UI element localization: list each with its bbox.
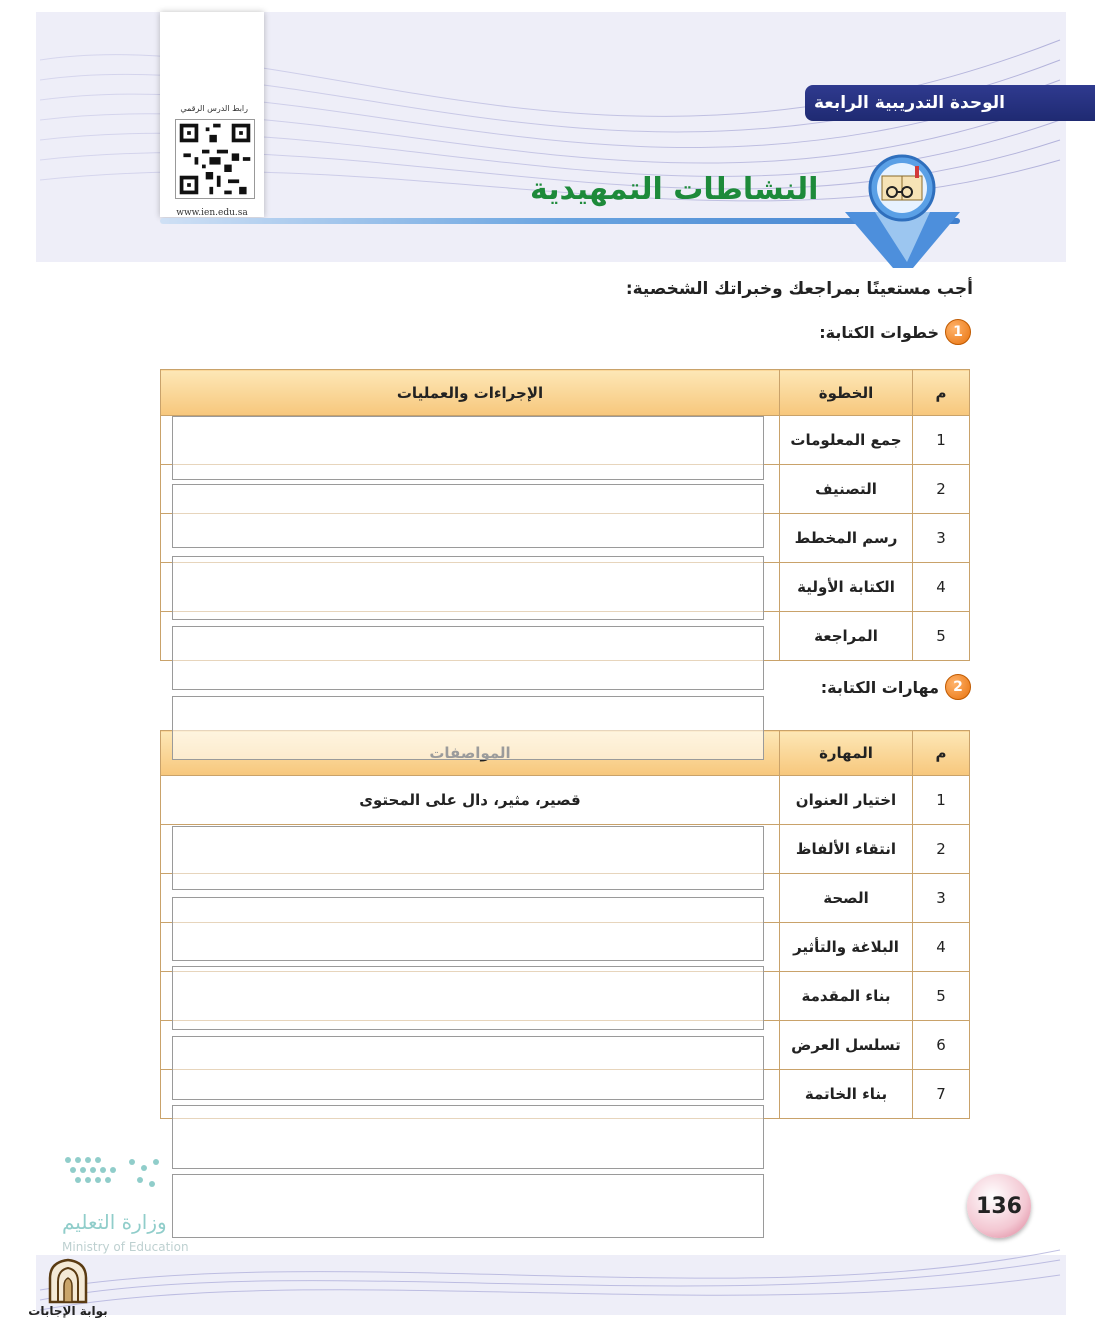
page-number: 136 [967, 1174, 1031, 1238]
row-step: الكتابة الأولية [780, 563, 913, 612]
row-number: 2 [913, 825, 970, 874]
header-procedures: الإجراءات والعمليات [161, 370, 780, 416]
row-number: 3 [913, 874, 970, 923]
row-step: المراجعة [780, 612, 913, 661]
header-step: الخطوة [780, 370, 913, 416]
qr-url: www.ien.edu.sa [176, 208, 248, 218]
answer-box[interactable] [172, 826, 764, 890]
row-number: 6 [913, 1021, 970, 1070]
section1-heading [819, 319, 971, 345]
row-step: جمع المعلومات [780, 416, 913, 465]
header-number: م [913, 731, 970, 776]
row-step: التصنيف [780, 465, 913, 514]
table-row [161, 776, 970, 825]
answer-box[interactable] [172, 484, 764, 548]
section1-title: خطوات الكتابة: [819, 322, 939, 342]
ministry-name-en: Ministry of Education [62, 1240, 189, 1254]
header-number: م [913, 370, 970, 416]
header-skill: المهارة [780, 731, 913, 776]
row-skill: بناء المقدمة [780, 972, 913, 1021]
answer-box[interactable] [172, 897, 764, 961]
portal-label: بوابة الإجابات [28, 1304, 108, 1318]
row-skill: انتقاء الألفاظ [780, 825, 913, 874]
answer-box[interactable] [172, 556, 764, 620]
section-title: النشاطات التمهيدية [530, 172, 819, 207]
section2-heading [821, 674, 971, 700]
row-number: 7 [913, 1070, 970, 1119]
row-skill: تسلسل العرض [780, 1021, 913, 1070]
row-number: 1 [913, 416, 970, 465]
answer-box[interactable] [172, 416, 764, 480]
row-number: 1 [913, 776, 970, 825]
row-skill: اختيار العنوان [780, 776, 913, 825]
answers-portal-logo[interactable] [28, 1256, 108, 1326]
unit-badge: الوحدة التدريبية الرابعة [805, 85, 1095, 121]
answer-box[interactable] [172, 626, 764, 690]
qr-card [160, 12, 264, 217]
answer-box[interactable] [172, 696, 764, 760]
answer-box[interactable] [172, 966, 764, 1030]
answer-box[interactable] [172, 1036, 764, 1100]
instruction-text: أجب مستعينًا بمراجعك وخبراتك الشخصية: [625, 279, 973, 299]
row-number: 4 [913, 563, 970, 612]
row-skill: بناء الخاتمة [780, 1070, 913, 1119]
section2-number: 2 [945, 674, 971, 700]
qr-code-icon[interactable] [175, 119, 255, 199]
row-step: رسم المخطط [780, 514, 913, 563]
ministry-name-ar: وزارة التعليم [62, 1210, 167, 1234]
answer-box[interactable] [172, 1174, 764, 1238]
row-number: 3 [913, 514, 970, 563]
row-skill: الصحة [780, 874, 913, 923]
section1-number: 1 [945, 319, 971, 345]
qr-caption: رابط الدرس الرقمي [180, 104, 248, 113]
section2-title: مهارات الكتابة: [820, 677, 939, 697]
row-spec: قصير، مثير، دال على المحتوى [161, 776, 780, 825]
ministry-dots-icon [62, 1150, 172, 1200]
book-glasses-icon [835, 150, 970, 270]
portal-arch-icon [28, 1256, 108, 1304]
row-number: 5 [913, 612, 970, 661]
answer-box[interactable] [172, 1105, 764, 1169]
row-skill: البلاغة والتأثير [780, 923, 913, 972]
row-number: 4 [913, 923, 970, 972]
row-number: 2 [913, 465, 970, 514]
row-number: 5 [913, 972, 970, 1021]
